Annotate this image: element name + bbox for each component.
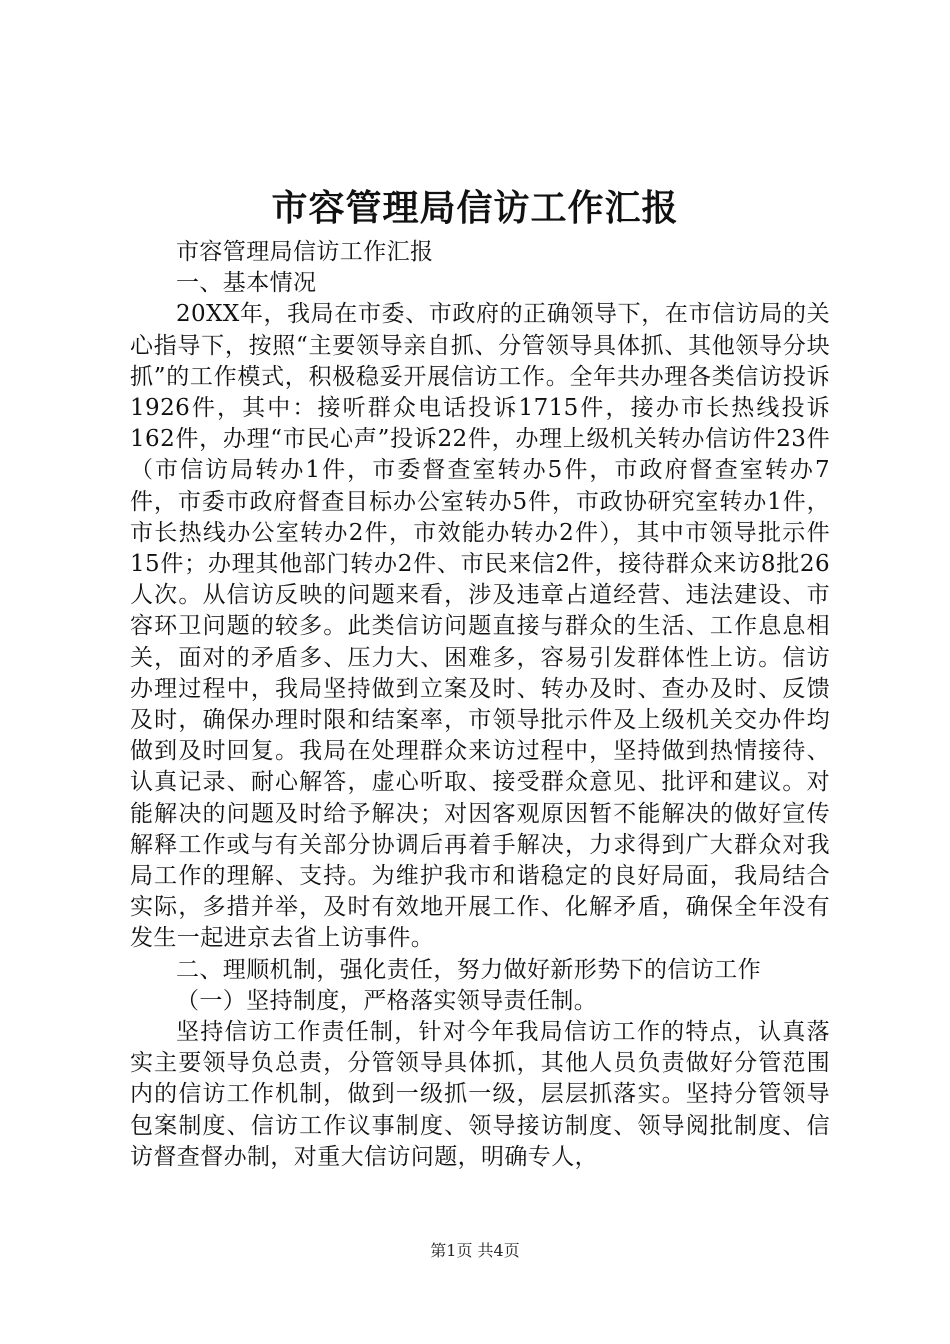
paragraph-responsibility-system: 坚持信访工作责任制，针对今年我局信访工作的特点，认真落实主要领导负总责，分管领导具体抓，其他人员负责做好分管范围内的信访工作机制，做到一级抓一级，层层抓落实。坚持分管领导包案制度、信访工作议事制度、领导接访制度、领导阅批制度、信访督查督办制，对重大信访问题，明确专人， — [130, 1019, 830, 1170]
paragraph-subsection-1-heading: （一）坚持制度，严格落实领导责任制。 — [176, 987, 598, 1014]
paragraph-heading-repeat: 市容管理局信访工作汇报 — [176, 239, 434, 265]
page-footer: 第1页 共4页 — [430, 1241, 520, 1260]
document-title: 市容管理局信访工作汇报 — [271, 187, 679, 229]
paragraph-basic-situation: 20XX年，我局在市委、市政府的正确领导下，在市信访局的关心指导下，按照“主要领导亲自抓、分管领导具体抓、其他领导分块抓”的工作模式，积极稳妥开展信访工作。全年共办理各类信访投诉1926件，其中：接听群众电话投诉1715件，接办市长热线投诉162件，办理“市民心声”投诉22件，办理上级机关转办信访件23件（市信访局转办1件，市委督查室转办5件，市政府督查室转办7件，市委市政府督查目标办公室转办5件，市政协研究室转办1件，市长热线办公室转办2件，市效能办转办2件），其中市领导批示件15件；办理其他部门转办2件、市民来信2件，接待群众来访8批26人次。从信访反映的问题来看，涉及违章占道经营、违法建设、市容环卫问题的较多。此类信访问题直接与群众的生活、工作息息相关，面对的矛盾多、压力大、困难多，容易引发群体性上访。信访办理过程中，我局坚持做到立案及时、转办及时、查办及时、反馈及时，确保办理时限和结案率，市领导批示件及上级机关交办件均做到及时回复。我局在处理群众来访过程中，坚持做到热情接待、认真记录、耐心解答，虚心听取、接受群众意见、批评和建议。对能解决的问题及时给予解决；对因客观原因暂不能解决的做好宣传解释工作或与有关部分协调后再着手解决，力求得到广大群众对我局工作的理解、支持。为维护我市和谐稳定的良好局面，我局结合实际，多措并举，及时有效地开展工作、化解矛盾，确保全年没有发生一起进京去省上访事件。 — [130, 301, 830, 952]
paragraph-section-2-heading: 二、理顺机制，强化责任，努力做好新形势下的信访工作 — [176, 956, 761, 983]
document-body — [130, 237, 830, 1173]
paragraph-section-1-heading: 一、基本情况 — [176, 270, 317, 297]
